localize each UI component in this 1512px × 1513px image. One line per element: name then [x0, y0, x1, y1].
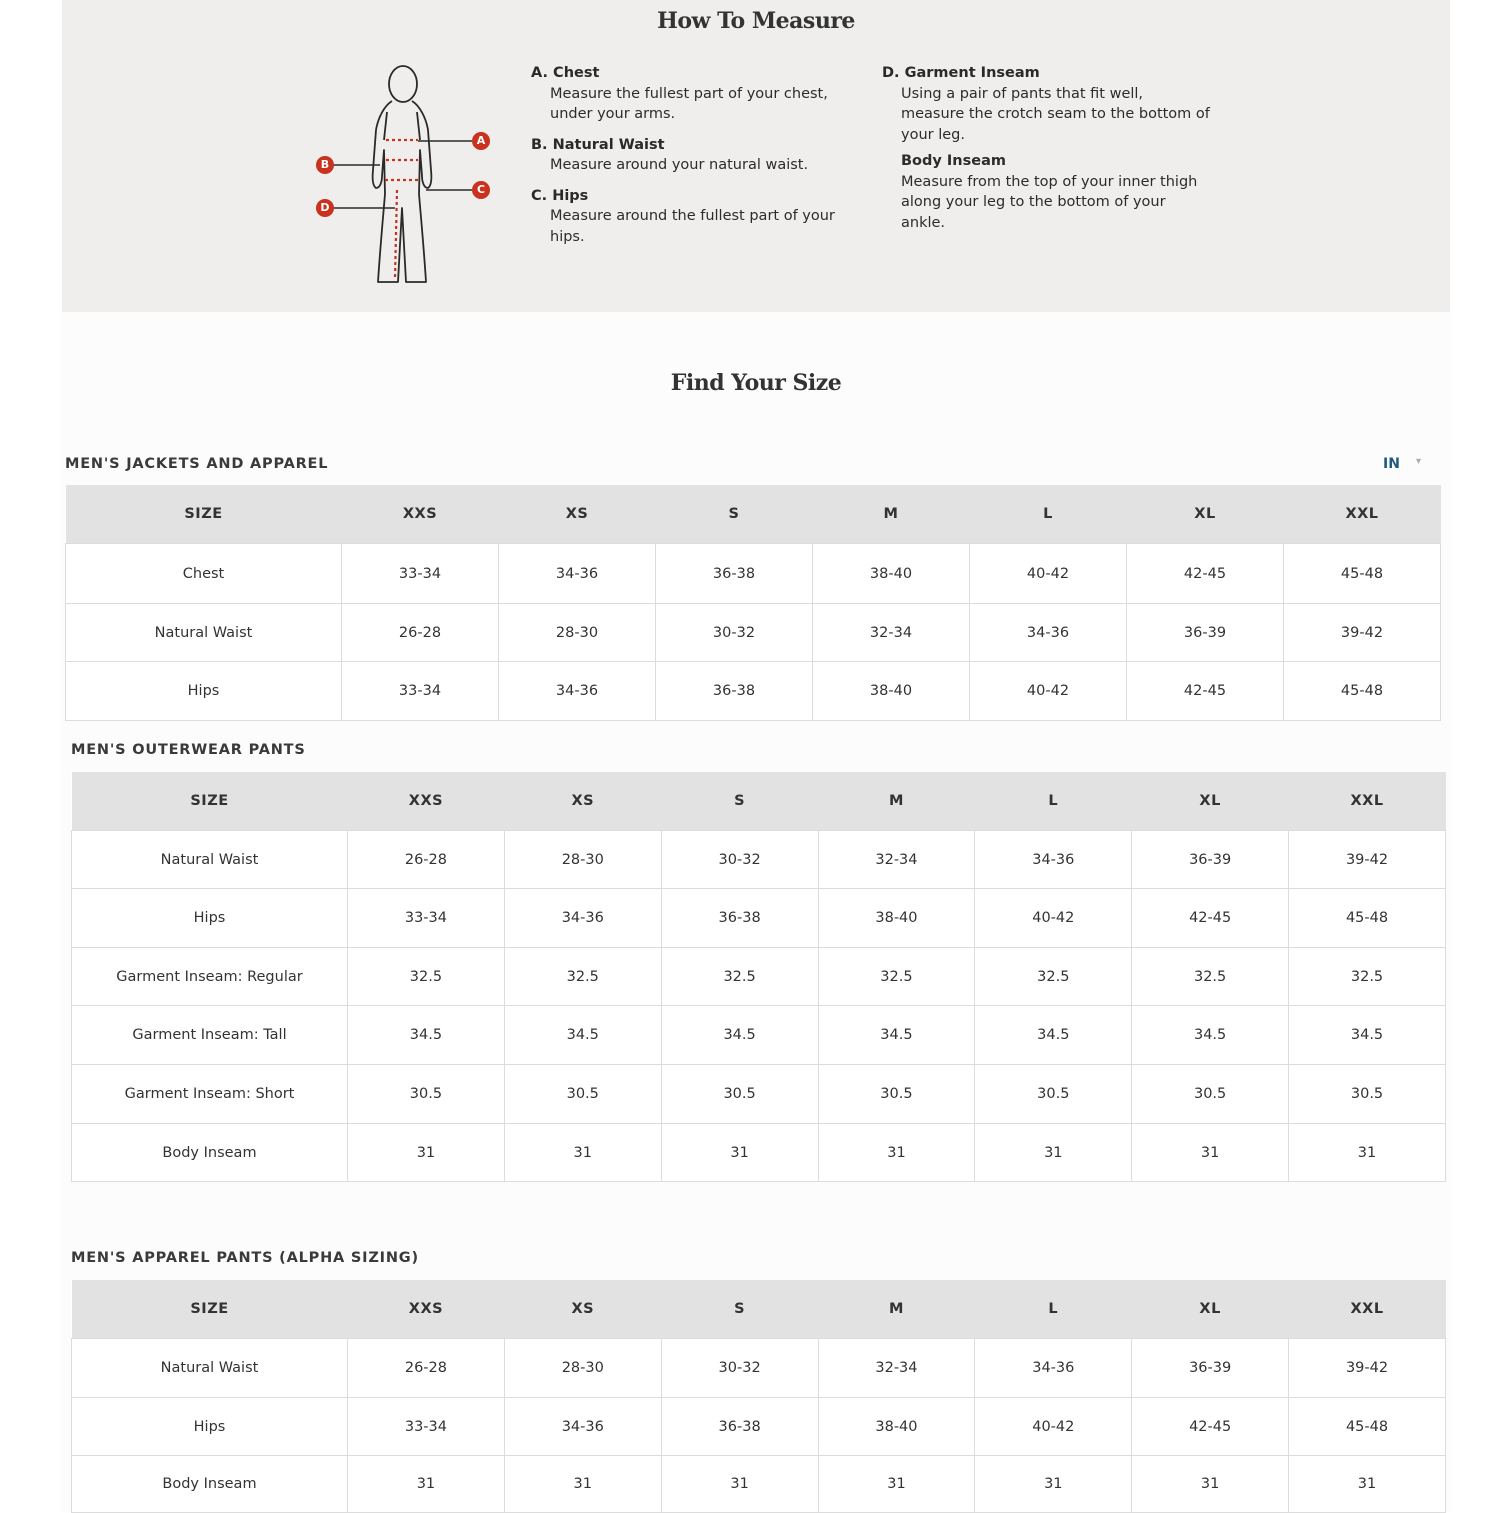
unit-toggle[interactable]: IN: [1383, 456, 1400, 472]
apparel-pants-size-table: [71, 1280, 1446, 1513]
size-header-xs: XS: [499, 485, 656, 544]
row-label: Body Inseam: [72, 1124, 348, 1182]
size-cell: 33-34: [348, 889, 505, 948]
row-label: Hips: [72, 1398, 348, 1456]
size-header-xxl: XXL: [1289, 1280, 1446, 1339]
apparel-pants-section-title: MEN'S APPAREL PANTS (ALPHA SIZING): [71, 1250, 419, 1266]
hips-text-1: Measure around the fullest part of your: [550, 208, 835, 224]
size-cell: 34.5: [504, 1006, 661, 1065]
row-label: Garment Inseam: Tall: [72, 1006, 348, 1065]
body-inseam-text-1: Measure from the top of your inner thigh: [901, 173, 1198, 190]
find-your-size-title: Find Your Size: [670, 370, 842, 396]
size-cell: 31: [1289, 1456, 1446, 1513]
size-cell: 31: [975, 1456, 1132, 1513]
row-label: Hips: [72, 889, 348, 948]
table-row: [72, 1339, 1446, 1398]
outerwear-pants-section-title: MEN'S OUTERWEAR PANTS: [71, 742, 306, 758]
size-cell: 40-42: [975, 1398, 1132, 1456]
size-cell: 32-34: [818, 1339, 975, 1398]
size-cell: 30.5: [348, 1065, 505, 1124]
jackets-size-table: [65, 485, 1441, 721]
chevron-down-icon[interactable]: ▾: [1416, 456, 1422, 467]
size-cell: 45-48: [1284, 544, 1441, 604]
garment-inseam-text-2: measure the crotch seam to the bottom of: [901, 106, 1210, 122]
size-cell: 30-32: [661, 831, 818, 889]
size-header-xl: XL: [1127, 485, 1284, 544]
row-label: Chest: [66, 544, 342, 604]
size-cell: 45-48: [1284, 662, 1441, 721]
size-cell: 36-38: [656, 544, 813, 604]
size-cell: 28-30: [499, 604, 656, 662]
size-cell: 34-36: [504, 1398, 661, 1456]
size-cell: 34-36: [975, 831, 1132, 889]
size-cell: 34.5: [975, 1006, 1132, 1065]
size-cell: 34.5: [1289, 1006, 1446, 1065]
size-cell: 30-32: [661, 1339, 818, 1398]
size-cell: 30.5: [975, 1065, 1132, 1124]
size-cell: 33-34: [342, 544, 499, 604]
size-cell: 32.5: [1132, 948, 1289, 1006]
size-cell: 39-42: [1284, 604, 1441, 662]
size-cell: 32-34: [818, 831, 975, 889]
size-cell: 36-38: [661, 1398, 818, 1456]
hips-heading: C. Hips: [531, 187, 589, 204]
size-cell: 42-45: [1132, 1398, 1289, 1456]
size-cell: 36-39: [1127, 604, 1284, 662]
size-cell: 31: [661, 1456, 818, 1513]
size-cell: 32.5: [1289, 948, 1446, 1006]
size-cell: 32.5: [348, 948, 505, 1006]
size-cell: 26-28: [348, 831, 505, 889]
body-inseam-heading: Body Inseam: [901, 153, 1006, 169]
size-cell: 33-34: [348, 1398, 505, 1456]
garment-inseam-heading: D. Garment Inseam: [882, 65, 1040, 81]
table-row: [72, 1456, 1446, 1513]
waist-heading: B. Natural Waist: [531, 136, 665, 153]
size-cell: 34.5: [1132, 1006, 1289, 1065]
size-header-s: S: [656, 485, 813, 544]
size-header-xl: XL: [1132, 772, 1289, 831]
size-cell: 45-48: [1289, 889, 1446, 948]
size-cell: 36-38: [661, 889, 818, 948]
size-cell: 32-34: [813, 604, 970, 662]
size-cell: 32.5: [975, 948, 1132, 1006]
size-cell: 31: [504, 1124, 661, 1182]
table-row: [72, 1398, 1446, 1456]
size-cell: 34.5: [818, 1006, 975, 1065]
size-cell: 40-42: [970, 544, 1127, 604]
size-cell: 31: [661, 1124, 818, 1182]
table-row: [72, 1065, 1446, 1124]
chest-text-2: under your arms.: [550, 106, 676, 122]
size-header-l: L: [975, 772, 1132, 831]
size-cell: 38-40: [813, 662, 970, 721]
body-inseam-text-3: ankle.: [901, 214, 946, 231]
size-cell: 39-42: [1289, 831, 1446, 889]
size-cell: 40-42: [975, 889, 1132, 948]
size-cell: 40-42: [970, 662, 1127, 721]
size-cell: 31: [818, 1456, 975, 1513]
size-cell: 42-45: [1132, 889, 1289, 948]
outerwear-pants-size-table: [71, 772, 1446, 1182]
size-cell: 31: [1132, 1124, 1289, 1182]
table-row: [72, 1006, 1446, 1065]
size-header-xs: XS: [504, 1280, 661, 1339]
size-header-xxs: XXS: [342, 485, 499, 544]
table-row: [72, 889, 1446, 948]
size-cell: 42-45: [1127, 662, 1284, 721]
size-cell: 31: [975, 1124, 1132, 1182]
size-cell: 26-28: [348, 1339, 505, 1398]
size-cell: 32.5: [504, 948, 661, 1006]
label-b-icon: B: [316, 156, 334, 174]
body-measurement-figure: [312, 58, 502, 294]
table-row: [66, 604, 1441, 662]
row-label: Natural Waist: [72, 831, 348, 889]
table-row: [72, 831, 1446, 889]
size-cell: 30.5: [504, 1065, 661, 1124]
how-to-measure-panel: [62, 0, 1450, 312]
size-cell: 36-39: [1132, 831, 1289, 889]
row-label: Natural Waist: [66, 604, 342, 662]
body-inseam-text-2: along your leg to the bottom of your: [901, 194, 1166, 210]
garment-inseam-text-3: your leg.: [901, 126, 965, 143]
waist-text-1: Measure around your natural waist.: [550, 157, 809, 173]
size-header-l: L: [975, 1280, 1132, 1339]
table-row: [72, 948, 1446, 1006]
size-cell: 36-38: [656, 662, 813, 721]
size-cell: 26-28: [342, 604, 499, 662]
size-cell: 42-45: [1127, 544, 1284, 604]
size-cell: 34.5: [348, 1006, 505, 1065]
table-row: [66, 544, 1441, 604]
size-header-xxl: XXL: [1284, 485, 1441, 544]
size-header-xxl: XXL: [1289, 772, 1446, 831]
table-row: [66, 662, 1441, 721]
size-header-xl: XL: [1132, 1280, 1289, 1339]
row-label: Garment Inseam: Short: [72, 1065, 348, 1124]
size-cell: 31: [348, 1124, 505, 1182]
row-label: Garment Inseam: Regular: [72, 948, 348, 1006]
size-header-s: S: [661, 1280, 818, 1339]
row-label: Body Inseam: [72, 1456, 348, 1513]
label-d-icon: D: [316, 199, 334, 217]
row-label: Hips: [66, 662, 342, 721]
row-label: Natural Waist: [72, 1339, 348, 1398]
size-column-header: SIZE: [66, 485, 342, 544]
hips-text-2: hips.: [550, 228, 585, 245]
size-cell: 34-36: [975, 1339, 1132, 1398]
jackets-section-title: MEN'S JACKETS AND APPAREL: [65, 456, 329, 472]
size-header-m: M: [818, 772, 975, 831]
size-cell: 45-48: [1289, 1398, 1446, 1456]
size-cell: 30.5: [661, 1065, 818, 1124]
size-header-s: S: [661, 772, 818, 831]
size-cell: 30-32: [656, 604, 813, 662]
size-cell: 33-34: [342, 662, 499, 721]
instructions-right: [882, 63, 1222, 233]
size-header-l: L: [970, 485, 1127, 544]
size-cell: 31: [504, 1456, 661, 1513]
size-cell: 34-36: [504, 889, 661, 948]
chest-text-1: Measure the fullest part of your chest,: [550, 85, 828, 102]
table-row: [72, 1124, 1446, 1182]
size-cell: 31: [348, 1456, 505, 1513]
size-cell: 34-36: [499, 662, 656, 721]
chest-heading: A. Chest: [531, 65, 600, 81]
size-cell: 30.5: [1289, 1065, 1446, 1124]
size-cell: 30.5: [1132, 1065, 1289, 1124]
size-cell: 31: [818, 1124, 975, 1182]
size-cell: 32.5: [818, 948, 975, 1006]
size-header-xs: XS: [504, 772, 661, 831]
size-cell: 39-42: [1289, 1339, 1446, 1398]
size-cell: 32.5: [661, 948, 818, 1006]
garment-inseam-text-1: Using a pair of pants that fit well,: [901, 85, 1144, 102]
size-column-header: SIZE: [72, 1280, 348, 1339]
size-cell: 34.5: [661, 1006, 818, 1065]
instructions-left: [531, 63, 861, 247]
label-a-icon: A: [472, 132, 490, 150]
size-column-header: SIZE: [72, 772, 348, 831]
how-to-measure-title: How To Measure: [657, 8, 855, 34]
size-cell: 31: [1132, 1456, 1289, 1513]
size-cell: 38-40: [818, 1398, 975, 1456]
size-cell: 28-30: [504, 1339, 661, 1398]
size-header-m: M: [818, 1280, 975, 1339]
size-header-m: M: [813, 485, 970, 544]
size-cell: 34-36: [970, 604, 1127, 662]
label-c-icon: C: [472, 181, 490, 199]
size-cell: 30.5: [818, 1065, 975, 1124]
size-header-xxs: XXS: [348, 1280, 505, 1339]
size-cell: 36-39: [1132, 1339, 1289, 1398]
size-cell: 28-30: [504, 831, 661, 889]
size-header-xxs: XXS: [348, 772, 505, 831]
size-cell: 34-36: [499, 544, 656, 604]
size-cell: 38-40: [813, 544, 970, 604]
size-cell: 38-40: [818, 889, 975, 948]
size-cell: 31: [1289, 1124, 1446, 1182]
